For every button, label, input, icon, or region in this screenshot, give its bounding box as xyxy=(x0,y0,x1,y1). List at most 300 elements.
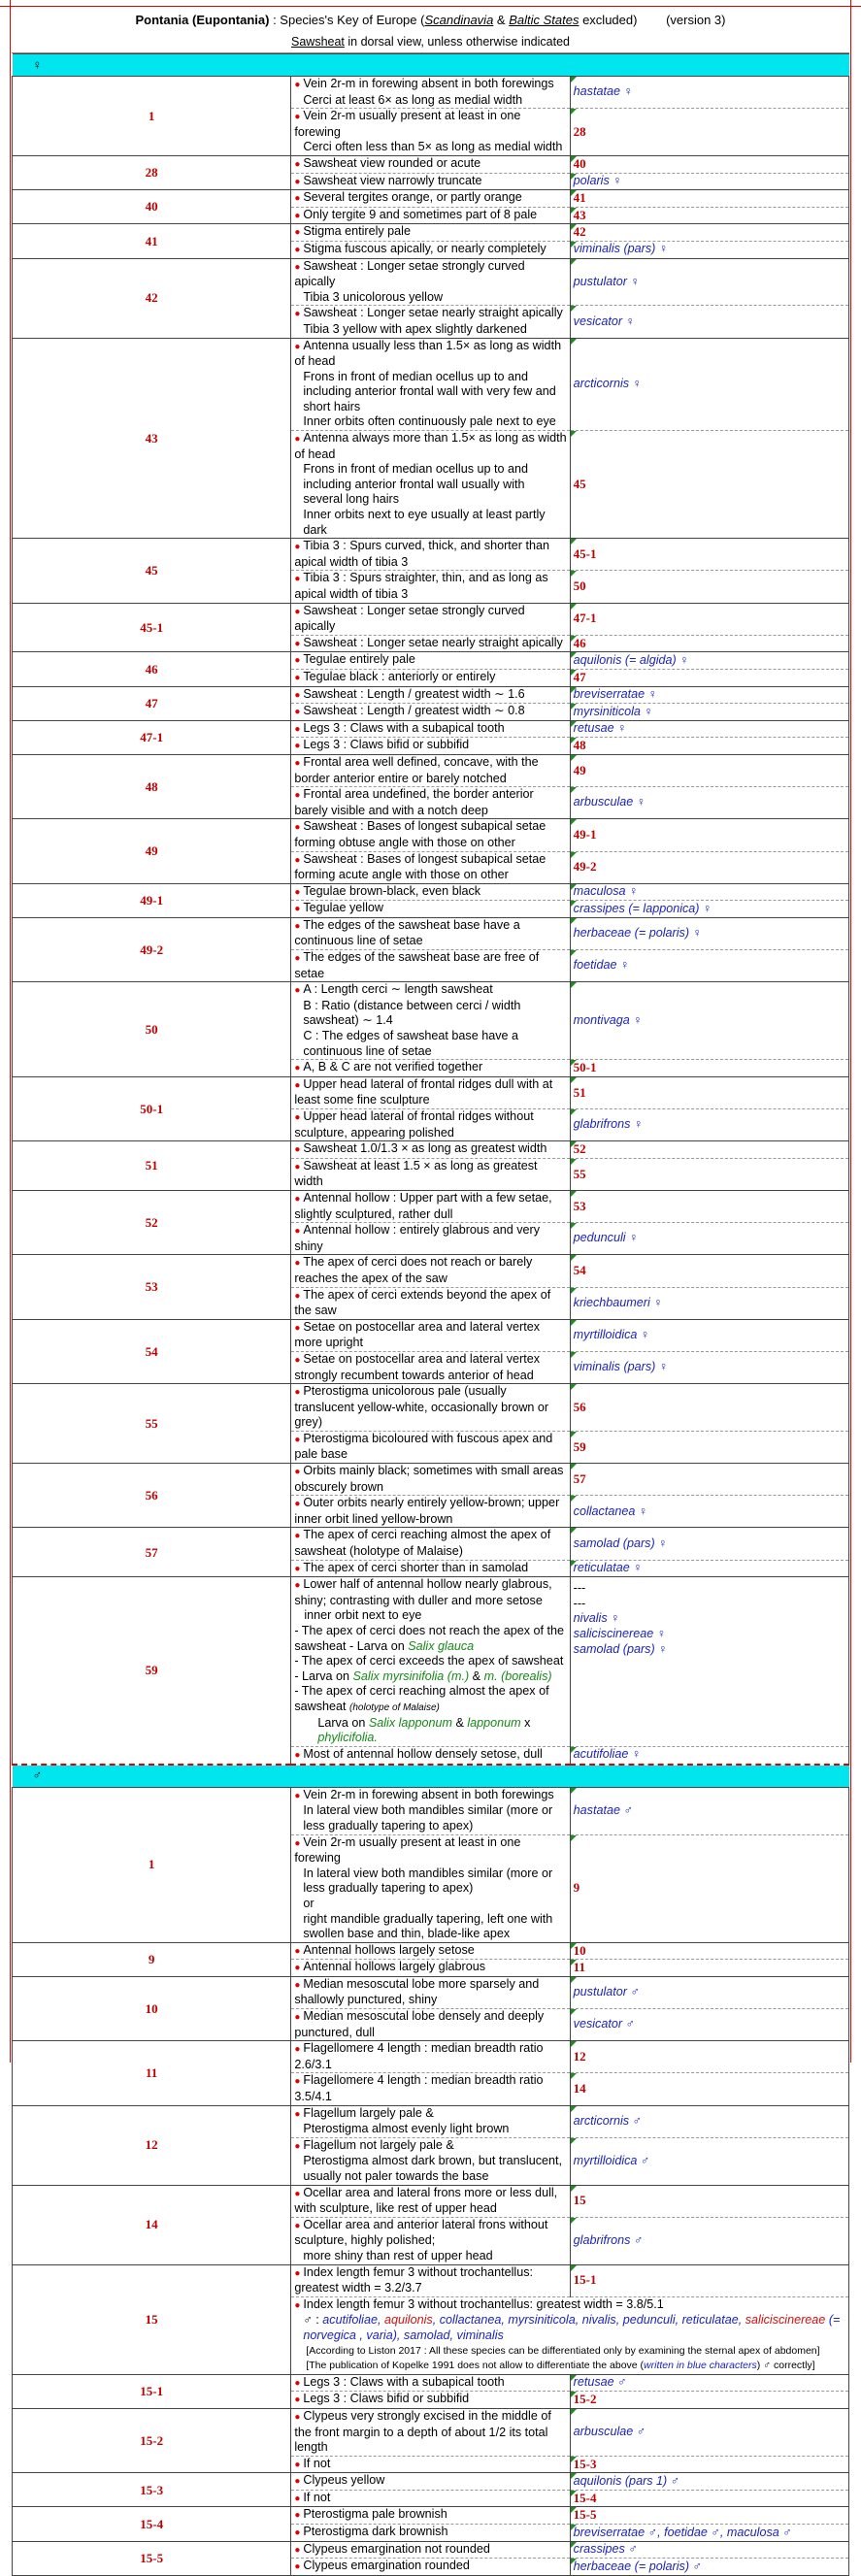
result-a[interactable] xyxy=(570,1464,848,1496)
result-b[interactable] xyxy=(570,787,848,819)
subtitle-text: in dorsal view, unless otherwise indicated xyxy=(344,35,570,49)
result-b[interactable] xyxy=(570,950,848,982)
bullet-icon: ● xyxy=(294,2076,301,2088)
result-a[interactable] xyxy=(570,258,848,306)
goto-couplet-link: 46 xyxy=(573,635,586,650)
result-a[interactable] xyxy=(570,917,848,949)
lead-b xyxy=(291,173,570,190)
lead-b xyxy=(291,901,570,918)
goto-couplet-link: 54 xyxy=(573,1263,586,1278)
result-b[interactable] xyxy=(570,2456,848,2473)
result-a[interactable] xyxy=(570,190,848,208)
bullet-icon: ● xyxy=(294,2108,301,2120)
result-a[interactable] xyxy=(570,2105,848,2137)
cell-marker xyxy=(571,2186,577,2192)
couplet-number: 47-1 xyxy=(13,720,291,754)
species-result: polaris ♀ xyxy=(573,174,622,188)
couplet-number: 47 xyxy=(13,686,291,720)
cell-marker xyxy=(571,918,577,924)
lead-line xyxy=(294,1866,566,1897)
region-baltic: Baltic States xyxy=(509,13,580,27)
couplet-number: 49 xyxy=(13,819,291,883)
result-b[interactable] xyxy=(570,669,848,686)
lead-line xyxy=(294,2525,566,2541)
result-b[interactable] xyxy=(570,207,848,224)
result-a[interactable] xyxy=(570,77,848,109)
lead-line xyxy=(294,1432,566,1463)
species-result: vesicator ♂ xyxy=(573,2017,635,2031)
cell-marker xyxy=(571,2392,577,2397)
couplet-number: 1 xyxy=(13,77,291,156)
lead-b xyxy=(291,1223,570,1255)
result-a[interactable] xyxy=(570,754,848,786)
bullet-icon: ● xyxy=(294,638,301,649)
bullet-icon: ● xyxy=(294,1144,301,1156)
cell-marker xyxy=(571,2265,577,2271)
result-b[interactable] xyxy=(570,2137,848,2185)
lead-line xyxy=(294,652,566,669)
goto-couplet-link: 9 xyxy=(573,1880,580,1896)
goto-couplet-link: 45-1 xyxy=(573,546,597,562)
goto-couplet-link: 42 xyxy=(573,224,586,240)
result-a[interactable] xyxy=(570,1577,848,1747)
cell-marker xyxy=(571,2473,577,2479)
couplet-number: 56 xyxy=(13,1464,291,1528)
lead-text: Several tergites orange, or partly orange xyxy=(303,190,522,205)
result-a[interactable] xyxy=(570,1319,848,1351)
species-list: (= norvegica , varia), samolad, viminalis xyxy=(303,2313,841,2342)
lead-text: Legs 3 : Claws bifid or subbifid xyxy=(303,2392,470,2406)
couplet-row xyxy=(13,2264,849,2296)
lead-line xyxy=(294,174,566,190)
lead-text: Clypeus very strongly excised in the middle of the front margin to a depth of about 1/2 its total length xyxy=(294,2408,551,2455)
lead-line xyxy=(294,670,566,686)
species-result: crassipes (= lapponica) ♀ xyxy=(573,901,712,915)
cell-marker xyxy=(571,819,577,825)
lead-a xyxy=(291,190,570,208)
bullet-icon: ● xyxy=(294,80,301,90)
result-b[interactable] xyxy=(570,2073,848,2105)
species-result: pustulator ♀ xyxy=(573,274,640,288)
lead-text: Vein 2r-m usually present at least in one forewing xyxy=(294,109,521,139)
lead-line xyxy=(294,982,566,999)
bullet-icon: ● xyxy=(294,193,301,205)
goto-couplet-link: 49-2 xyxy=(573,859,597,875)
couplet-number: 28 xyxy=(13,155,291,189)
result-b[interactable] xyxy=(570,2559,848,2576)
lead-a xyxy=(291,982,570,1060)
result-a[interactable] xyxy=(570,1787,848,1834)
lead-a xyxy=(291,2408,570,2456)
result-a[interactable] xyxy=(570,2264,848,2296)
result-b[interactable] xyxy=(570,2217,848,2264)
couplet-number: 12 xyxy=(13,2105,291,2185)
lead-b xyxy=(291,1746,570,1765)
result-b[interactable] xyxy=(570,173,848,190)
result-a[interactable] xyxy=(570,883,848,901)
result-b[interactable] xyxy=(570,851,848,883)
result-b[interactable] xyxy=(570,2009,848,2041)
goto-couplet-link: 51 xyxy=(573,1084,586,1100)
result-a[interactable] xyxy=(570,224,848,242)
result-line xyxy=(574,1611,845,1627)
result-b[interactable] xyxy=(570,571,848,603)
result-b[interactable] xyxy=(570,1158,848,1190)
goto-couplet-link: 28 xyxy=(573,123,586,139)
cell-marker xyxy=(571,2375,577,2381)
lead-line xyxy=(294,208,566,224)
lead-b xyxy=(291,2217,570,2264)
couplet-number: 40 xyxy=(13,190,291,224)
lead-line xyxy=(294,901,566,917)
lead-line xyxy=(294,2392,566,2408)
result-a[interactable] xyxy=(570,652,848,670)
cell-marker xyxy=(571,652,577,658)
result-b[interactable] xyxy=(570,1960,848,1977)
result-b[interactable] xyxy=(570,109,848,156)
bullet-icon: ● xyxy=(294,1563,301,1574)
result-a[interactable] xyxy=(570,539,848,571)
bullet-icon: ● xyxy=(294,1258,301,1270)
species-result: foetidae ♀ xyxy=(573,958,630,973)
couplet-row xyxy=(13,1577,849,1747)
result-b[interactable] xyxy=(570,1109,848,1141)
lead-line xyxy=(294,1191,566,1222)
lead-b xyxy=(291,1496,570,1528)
lead-text: Outer orbits nearly entirely yellow-brown; upper inner orbit lined yellow-brown xyxy=(294,1496,560,1526)
bullet-icon: ● xyxy=(294,2267,301,2279)
lead-line xyxy=(294,2409,566,2456)
lead-line xyxy=(294,539,566,570)
lead-line xyxy=(294,77,566,93)
couplet-number: 15-5 xyxy=(13,2541,291,2575)
lead-line xyxy=(294,2359,845,2374)
result-b[interactable] xyxy=(570,2392,848,2409)
lead-text: Ocellar area and anterior lateral frons without sculpture, highly polished; xyxy=(294,2217,548,2248)
lead-a xyxy=(291,1976,570,2008)
bullet-icon: ● xyxy=(294,341,301,352)
lead-line xyxy=(294,2218,566,2249)
couplet-row xyxy=(13,2374,849,2392)
result-a[interactable] xyxy=(570,338,848,431)
couplet-row xyxy=(13,2185,849,2217)
lead-line xyxy=(294,1684,566,1715)
goto-couplet-link: 14 xyxy=(573,2081,586,2097)
species-result: hastatae ♀ xyxy=(573,84,633,99)
lead-text: & xyxy=(469,1668,484,1683)
goto-couplet-link: 12 xyxy=(573,2049,586,2064)
couplet-number: 54 xyxy=(13,1319,291,1383)
result-a[interactable] xyxy=(570,1190,848,1222)
result-a[interactable] xyxy=(570,2374,848,2392)
bullet-icon: ● xyxy=(294,2299,301,2311)
couplet-row xyxy=(13,338,849,431)
cell-marker xyxy=(571,2138,577,2144)
lead-text: Tibia 3 unicolorous yellow xyxy=(303,289,444,304)
couplet-row xyxy=(13,603,849,635)
lead-line xyxy=(294,1320,566,1351)
lead-line xyxy=(294,93,566,109)
result-a[interactable] xyxy=(570,2185,848,2217)
cell-marker xyxy=(571,431,577,437)
lead-line xyxy=(294,1029,566,1059)
lead-text: Index length femur 3 without trochantellus: greatest width = 3.8/5.1 xyxy=(303,2296,664,2311)
couplet-row xyxy=(13,2541,849,2559)
result-b[interactable] xyxy=(570,306,848,338)
couplet-row xyxy=(13,155,849,173)
cell-marker xyxy=(571,787,577,793)
result-a[interactable] xyxy=(570,720,848,738)
result-a[interactable] xyxy=(570,1384,848,1432)
couplet-row xyxy=(13,2105,849,2137)
lead-text: Ocellar area and lateral frons more or less dull, with sculpture, like rest of upper head xyxy=(294,2185,558,2216)
couplet-number: 48 xyxy=(13,754,291,818)
lead-text: Pterostigma unicolorous pale (usually translucent yellow-white, occasionally brown or grey) xyxy=(294,1384,549,1430)
couplet-number: 49-2 xyxy=(13,917,291,981)
result-a[interactable] xyxy=(570,2041,848,2073)
lead-a xyxy=(291,258,570,306)
lead-text: The edges of the sawsheat base are free of setae xyxy=(294,950,540,980)
blue-note: written in blue characters xyxy=(644,2360,757,2372)
cell-marker xyxy=(571,571,577,577)
lead-text: Sawsheat : Longer setae nearly straight apically xyxy=(303,306,563,320)
lead-text: - The apex of cerci does not reach the apex of the sawsheat - Larva on xyxy=(294,1624,565,1653)
cell-marker xyxy=(571,2073,577,2079)
cell-marker xyxy=(571,1464,577,1470)
lead-a xyxy=(291,819,570,851)
lead-b xyxy=(291,2525,570,2542)
couplet-number: 14 xyxy=(13,2185,291,2264)
title-suffix: excluded) xyxy=(579,13,638,27)
lead-line xyxy=(294,636,566,652)
lead-line xyxy=(294,109,566,140)
lead-line xyxy=(294,2073,566,2104)
species-result: aquilonis (pars 1) ♂ xyxy=(573,2473,680,2488)
cell-marker xyxy=(571,1223,577,1229)
goto-couplet-link: 57 xyxy=(573,1470,586,1486)
bullet-icon: ● xyxy=(294,574,301,585)
cell-marker xyxy=(571,1977,577,1983)
result-b[interactable] xyxy=(570,1060,848,1077)
goto-couplet-link: 48 xyxy=(573,738,586,753)
result-b[interactable] xyxy=(570,1560,848,1577)
lead-text: - The apex of cerci exceeds the apex of sawsheat - Larva on xyxy=(294,1654,564,1683)
lead-text: Inner orbits next to eye usually at least partly dark xyxy=(303,508,546,537)
result-a[interactable] xyxy=(570,2507,848,2525)
lead-text: Stigma fuscous apically, or nearly completely xyxy=(303,241,546,255)
lead-a xyxy=(291,2374,570,2392)
cell-marker xyxy=(571,174,577,180)
lead-line xyxy=(294,1577,566,1608)
result-b[interactable] xyxy=(570,1351,848,1383)
couplet-row xyxy=(13,1255,849,1287)
species-result: retusae ♀ xyxy=(573,721,627,736)
lead-line xyxy=(294,1960,566,1976)
lead-text: Antennal hollows largely glabrous xyxy=(303,1960,485,1974)
species-result: vesicator ♀ xyxy=(573,314,635,328)
lead-line xyxy=(294,1528,566,1559)
lead-b xyxy=(291,1431,570,1463)
result-b[interactable] xyxy=(570,2490,848,2507)
male-section xyxy=(13,1765,849,1788)
bullet-icon: ● xyxy=(294,542,301,553)
lead-b xyxy=(291,2456,570,2473)
lead-text: The apex of cerci does not reach or barely reaches the apex of the saw xyxy=(294,1255,533,1285)
lead-line xyxy=(294,224,566,241)
result-b[interactable] xyxy=(570,1746,848,1765)
cell-marker xyxy=(571,1255,577,1261)
lead-text: Sawsheat : Longer setae nearly straight apically xyxy=(303,635,563,649)
lead-text: ♂ : xyxy=(303,2313,323,2328)
cell-marker xyxy=(571,339,577,345)
result-a[interactable] xyxy=(570,982,848,1060)
species-result: reticulatae ♀ xyxy=(573,1561,643,1575)
cell-marker xyxy=(571,1960,577,1965)
lead-text: C : The edges of sawsheat base have a continuous line of setae xyxy=(303,1029,519,1058)
goto-couplet-link: 15-3 xyxy=(573,2456,597,2471)
result-a[interactable] xyxy=(570,1076,848,1108)
lead-text: Sawsheat : Bases of longest subapical setae forming acute angle with those on other xyxy=(294,851,546,882)
cell-marker xyxy=(571,721,577,727)
lead-b xyxy=(291,2392,570,2409)
result-a[interactable] xyxy=(570,1528,848,1560)
couplet-number: 15 xyxy=(13,2264,291,2374)
result-b[interactable] xyxy=(570,431,848,539)
lead-text: Pterostigma pale brownish xyxy=(303,2507,447,2522)
cell-marker xyxy=(571,2409,577,2415)
cell-marker xyxy=(571,901,577,907)
couplet-row xyxy=(13,539,849,571)
lead-line xyxy=(294,884,566,901)
result-a[interactable] xyxy=(570,1976,848,2008)
cell-marker xyxy=(571,2507,577,2513)
result-b[interactable] xyxy=(570,241,848,258)
lead-line xyxy=(294,721,566,738)
cell-marker xyxy=(571,2542,577,2548)
bullet-icon: ● xyxy=(294,672,301,683)
lead-b xyxy=(291,1351,570,1383)
couplet-row xyxy=(13,1076,849,1108)
lead-text: Pterostigma almost dark brown, but translucent, usually not paler towards the base xyxy=(303,2154,563,2183)
bullet-icon: ● xyxy=(294,1499,301,1510)
lead-b xyxy=(291,2490,570,2507)
result-a[interactable] xyxy=(570,2473,848,2491)
couplet-row xyxy=(13,686,849,704)
lead-text: If not xyxy=(303,2490,331,2504)
couplet-row xyxy=(13,982,849,1060)
result-b[interactable] xyxy=(570,704,848,721)
lead-line xyxy=(294,190,566,207)
result-a[interactable] xyxy=(570,1942,848,1960)
result-b[interactable] xyxy=(570,1287,848,1319)
cell-marker xyxy=(571,1384,577,1390)
result-a[interactable] xyxy=(570,1255,848,1287)
result-b[interactable] xyxy=(570,1431,848,1463)
result-b[interactable] xyxy=(570,738,848,755)
cell-marker xyxy=(571,2218,577,2224)
version-label: (version 3) xyxy=(666,13,726,27)
result-a[interactable] xyxy=(570,2541,848,2559)
lead-line xyxy=(294,1654,566,1684)
lead-text: Sawsheat : Longer setae strongly curved apically xyxy=(294,603,525,634)
lead-text: B : Ratio (distance between cerci / width sawsheat) ∼ 1.4 xyxy=(303,998,521,1028)
species-result: glabrifrons ♀ xyxy=(573,1117,644,1132)
species-result: aquilonis (= algida) ♀ xyxy=(573,652,689,667)
cell-marker xyxy=(571,1943,577,1949)
species-result: arcticornis ♀ xyxy=(573,376,642,390)
couplet-number: 15-2 xyxy=(13,2408,291,2472)
bullet-icon: ● xyxy=(294,158,301,170)
result-b[interactable] xyxy=(570,901,848,918)
holotype-note: (holotype of Malaise) xyxy=(349,1701,440,1713)
goto-couplet-link: 50 xyxy=(573,578,586,594)
bullet-icon: ● xyxy=(294,112,301,123)
result-b[interactable] xyxy=(570,1496,848,1528)
lead-text: Lower half of antennal hollow nearly glabrous, shiny; contrasting with duller and more setose xyxy=(294,1577,552,1607)
lead-text: Legs 3 : Claws with a subapical tooth xyxy=(303,720,505,735)
result-a[interactable] xyxy=(570,155,848,173)
couplet-number: 9 xyxy=(13,1942,291,1976)
lead-line xyxy=(294,156,566,173)
lead-text: Flagellum largely pale & xyxy=(303,2105,434,2120)
lead-text: Tibia 3 : Spurs curved, thick, and shorter than apical width of tibia 3 xyxy=(294,539,550,569)
goto-couplet-link: 15-1 xyxy=(573,2272,597,2288)
cell-marker xyxy=(571,755,577,761)
bullet-icon: ● xyxy=(294,1580,301,1592)
lead-b xyxy=(291,2296,849,2374)
result-a[interactable] xyxy=(570,819,848,851)
cell-marker xyxy=(571,1288,577,1294)
lead-line xyxy=(294,1077,566,1108)
lead-a xyxy=(291,603,570,635)
lead-a xyxy=(291,1319,570,1351)
bullet-icon: ● xyxy=(294,2394,301,2406)
lead-a xyxy=(291,686,570,704)
result-b[interactable] xyxy=(570,1834,848,1942)
lead-a xyxy=(291,1076,570,1108)
result-a[interactable] xyxy=(570,2408,848,2456)
lead-text: Antennal hollow : Upper part with a few setae, slightly sculptured, rather dull xyxy=(294,1190,552,1221)
lead-text: x xyxy=(520,1715,531,1730)
lead-line xyxy=(294,1223,566,1254)
couplet-row xyxy=(13,190,849,208)
bullet-icon: ● xyxy=(294,2561,301,2573)
lead-line xyxy=(294,819,566,850)
lead-a xyxy=(291,2473,570,2491)
result-b[interactable] xyxy=(570,635,848,652)
lead-a xyxy=(291,539,570,571)
lead-line xyxy=(294,1943,566,1960)
couplet-row xyxy=(13,1141,849,1159)
result-a[interactable] xyxy=(570,686,848,704)
result-a[interactable] xyxy=(570,1141,848,1159)
title-text: : Species's Key of Europe ( xyxy=(269,13,425,27)
lead-text: Clypeus emargination not rounded xyxy=(303,2541,490,2556)
result-b[interactable] xyxy=(570,1223,848,1255)
bullet-icon: ● xyxy=(294,1079,301,1091)
lead-text: [The publication of Kopelke 1991 does not allow to differentiate the above ( xyxy=(306,2360,645,2372)
lead-line xyxy=(294,2154,566,2184)
lead-b xyxy=(291,1560,570,1577)
result-a[interactable] xyxy=(570,603,848,635)
species-list: , collactanea, myrsiniticola, nivalis, pedunculi, reticulatae, xyxy=(432,2313,745,2328)
lead-text: Flagellomere 4 length : median breadth ratio 2.6/3.1 xyxy=(294,2041,544,2071)
result-b[interactable] xyxy=(570,2525,848,2542)
genus-title: Pontania (Eupontania) xyxy=(135,13,270,27)
species-result: samolad (pars) ♀ xyxy=(573,1536,668,1550)
lead-text: Sawsheat at least 1.5 × as long as greatest width xyxy=(294,1158,538,1189)
lead-b xyxy=(291,787,570,819)
